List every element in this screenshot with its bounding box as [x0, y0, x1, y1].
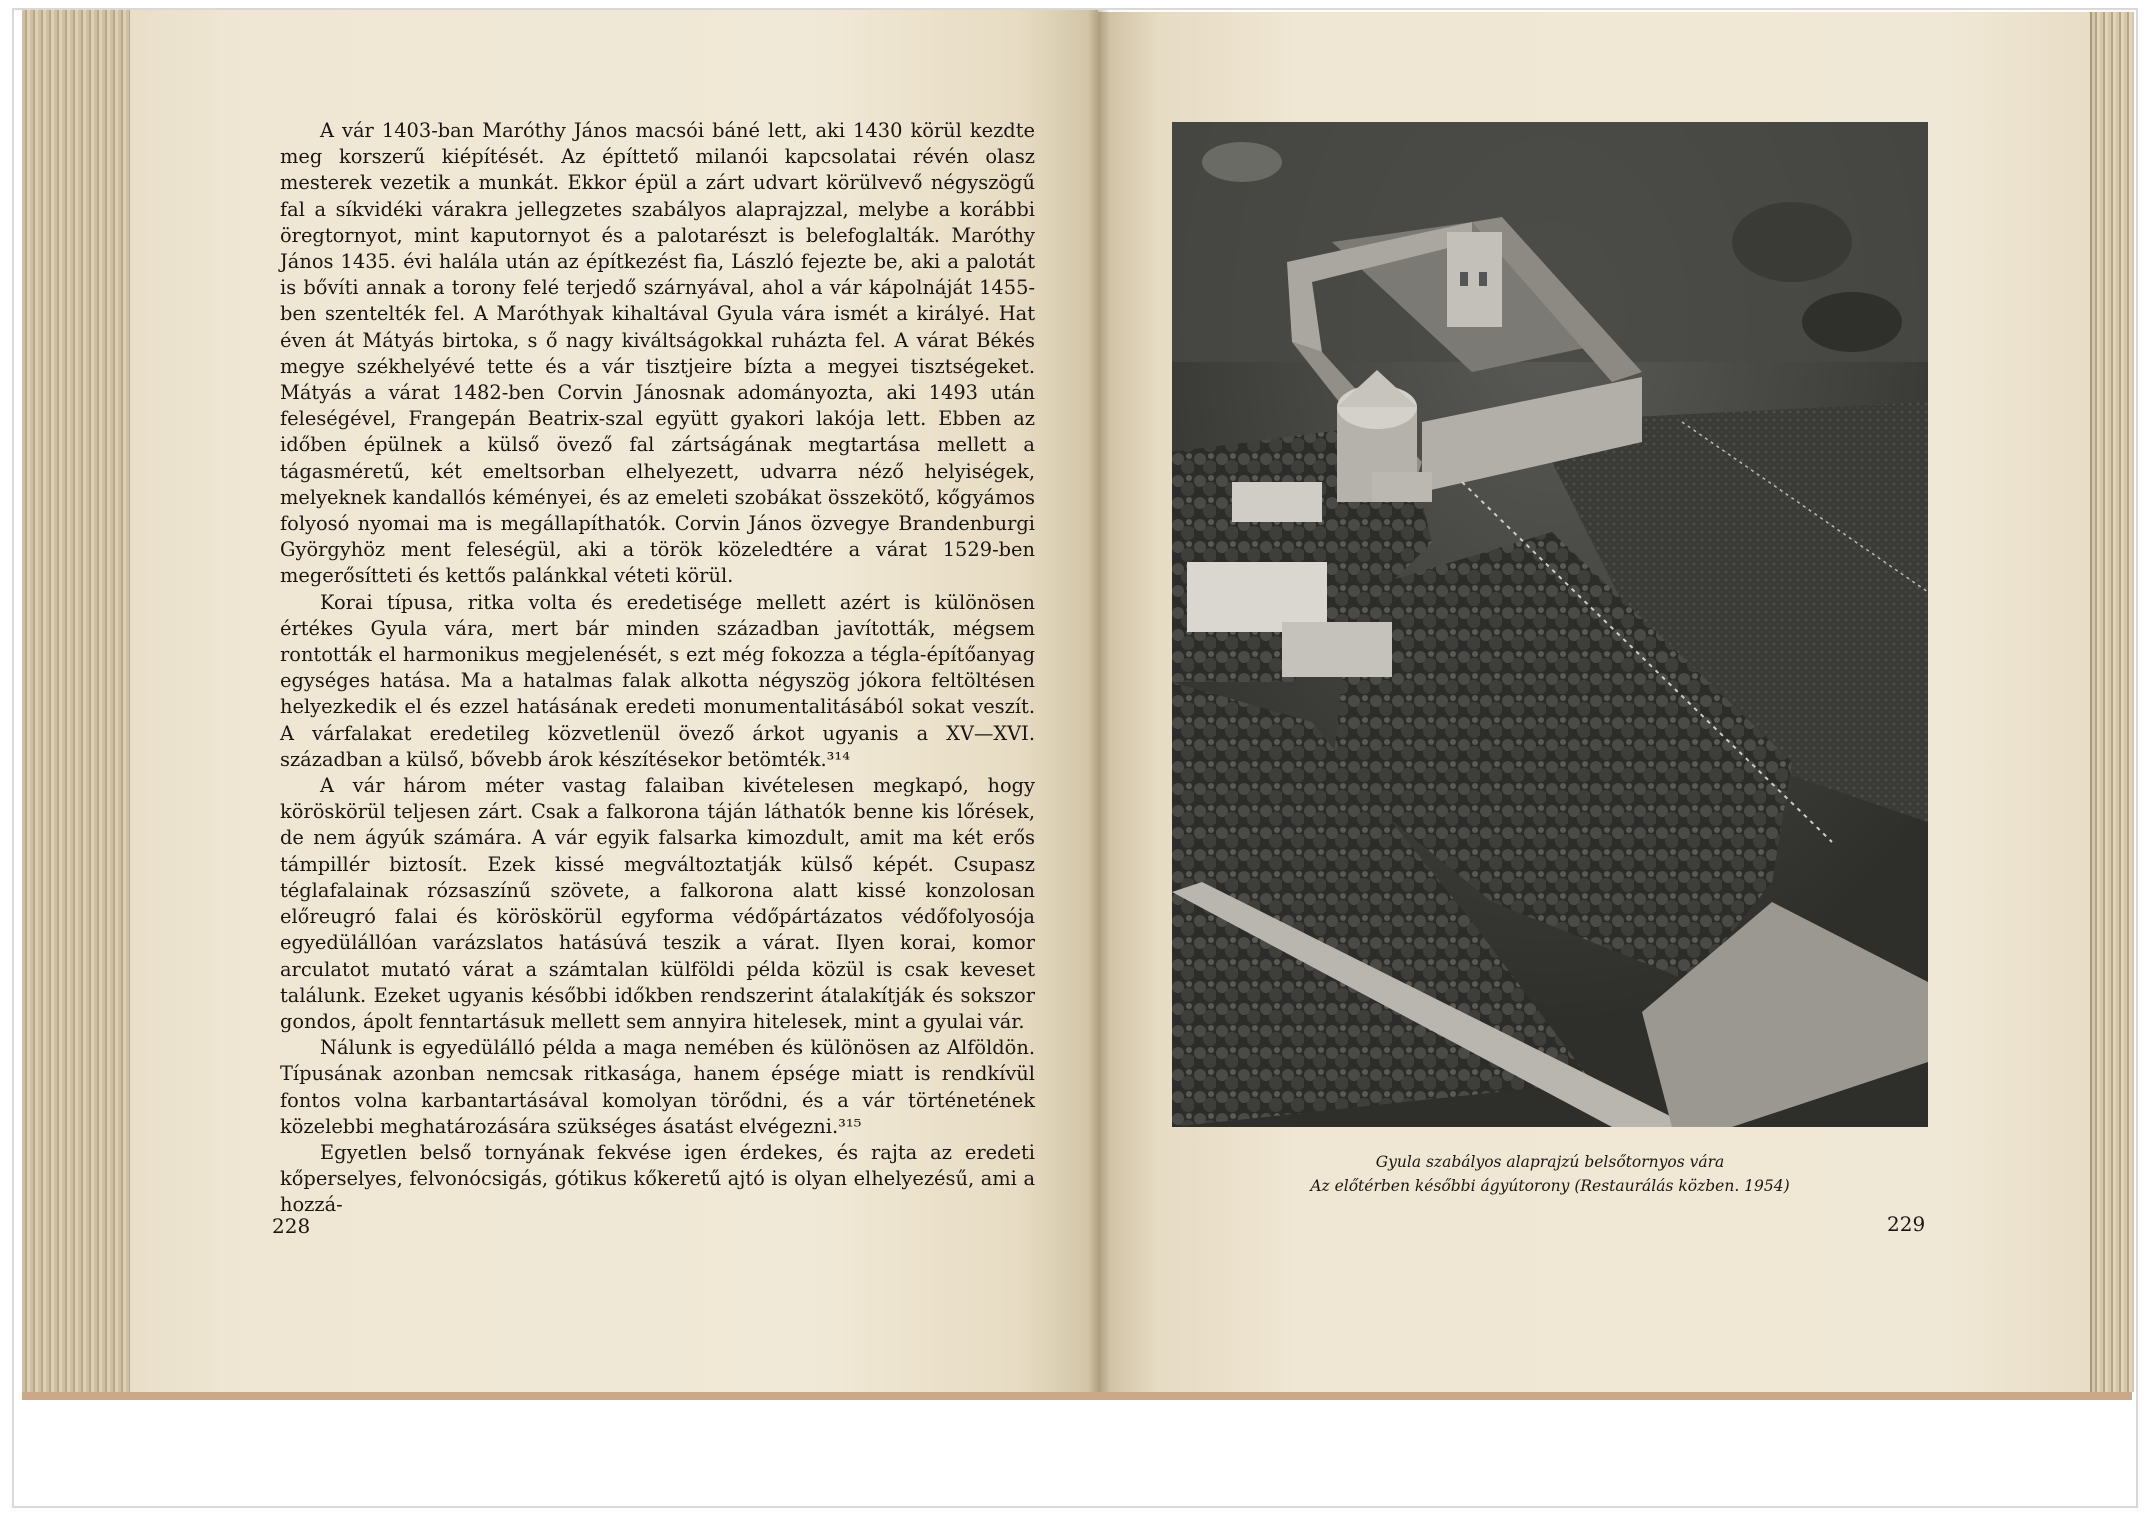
house — [1187, 562, 1327, 632]
right-page-edges — [2090, 12, 2134, 1392]
house — [1232, 482, 1322, 522]
left-page-number: 228 — [272, 1214, 311, 1238]
paragraph: Egyetlen belső tornyának fekvése igen érdekes, és rajta az eredeti kőperselyes, felvonócsigás, gótikus kőkeretű ajtó is olyan elhelyezésű, ami a hozzá- — [280, 1140, 1035, 1217]
photo-caption — [1172, 1150, 1928, 1198]
caption-line: Gyula szabályos alaprajzú belsőtornyos vára — [1375, 1153, 1725, 1171]
right-page-number: 229 — [1887, 1212, 1926, 1236]
book-gutter — [1088, 10, 1110, 1395]
caption-line: Az előtérben későbbi ágyútorony (Restaurálás közben. 1954) — [1310, 1177, 1790, 1195]
left-page-edges — [22, 10, 132, 1395]
paragraph: A vár három méter vastag falaiban kivételesen megkapó, hogy köröskörül teljesen zárt. Csak a falkorona táján láthatók benne kis lőrések, de nem ágyúk számára. A vár egyik falsarka kimozdult, amit ma két erős támpillér biztosít. Ezek kissé megváltoztatják külső képét. Csupasz téglafalainak rózsaszínű szövete, a falkorona alatt kissé konzolosan előreugró falai és köröskörül egyforma védőpártázatos védőfolyosója egyedülállóan varázslatos hatásúvá teszik a várat. Ilyen korai, komor arculatot mutató várat a számtalan külföldi példa közül is csak keveset találunk. Ezeket ugyanis későbbi időkben rendszerint átalakítják és sokszor gondos, ápolt fenntartásuk mellett sem annyira hitelesek, mint a gyulai vár. — [280, 774, 1035, 1033]
paragraph: Korai típusa, ritka volta és eredetisége mellett azért is különösen értékes Gyula vára, mert bár minden században javították, mégsem rontották el harmonikus megjelenését, s ezt még fokozza a tégla-építőanyag egységes hatása. Ma a hatalmas falak alkotta négyszög jókora feltöltésen helyezkedik el és ezzel hatásának eredeti monumentalitásából sokat veszít. A várfalakat eredetileg közvetlenül övező árkot ugyanis a XV—XVI. században a külső, bővebb árok készítésekor betömték.³¹⁴ — [280, 590, 1035, 771]
inner-tower — [1447, 232, 1502, 327]
paragraph: A vár 1403-ban Maróthy János macsói báné lett, aki 1430 körül kezdte meg korszerű kiépítését. Az építtető milanói kapcsolatai révén olasz mesterek vezetik a munkát. Ekkor épül a zárt udvart körülvevő négyszögű fal a síkvidéki várakra jellegzetes szabályos alaprajzzal, melybe a korábbi öregtornyot, mint kaputornyot és a palotarészt is belefoglalták. Maróthy János 1435. évi halála után az építkezést fia, László fejezte be, aki a palotát is bővíti annak a torony felé terjedő szárnyával, ahol a vár kápolnáját 1455-ben szentelték fel. A Maróthyak kihaltával Gyula vára ismét a királyé. Hat éven át Mátyás birtoka, s ő nagy kiváltságokkal ruházta fel. A várat Békés megye székhelyévé tette és a vár tisztjeire bízta a megyei tisztségeket. Mátyás a várat 1482-ben Corvin Jánosnak adományozta, aki 1493 után feleségével, Frangepán Beatrix-szal együtt gyakori lakója lett. Ebben az időben épülnek a külső övező fal zártságának megtartása mellett a tágasméretű, két emeltsorban elhelyezett, udvarra néző helyiségek, melyeknek kandallós kéményei, és az emeleti szobákat összekötő, kőgyámos folyosó nyomai ma is megállapíthatók. Corvin János özvegye Brandenburgi Györgyhöz ment feleségül, aki a török közeledtére a várat 1529-ben megerősítteti és kettős palánkkal véteti körül. — [280, 119, 1035, 588]
house — [1372, 472, 1432, 502]
paragraph: Nálunk is egyedülálló példa a maga nemében és különösen az Alföldön. Típusának azonban nemcsak ritkasága, hanem épsége miatt is rendkívül fontos volna karbantartásával komolyan törődni, és a vár történetének közelebbi meghatározására szükséges ásatást elvégezni.³¹⁵ — [280, 1036, 1035, 1138]
left-page-text — [280, 118, 1035, 1219]
house — [1282, 622, 1392, 677]
book-bottom-edge — [22, 1392, 2132, 1400]
castle-aerial-photo — [1172, 122, 1928, 1127]
